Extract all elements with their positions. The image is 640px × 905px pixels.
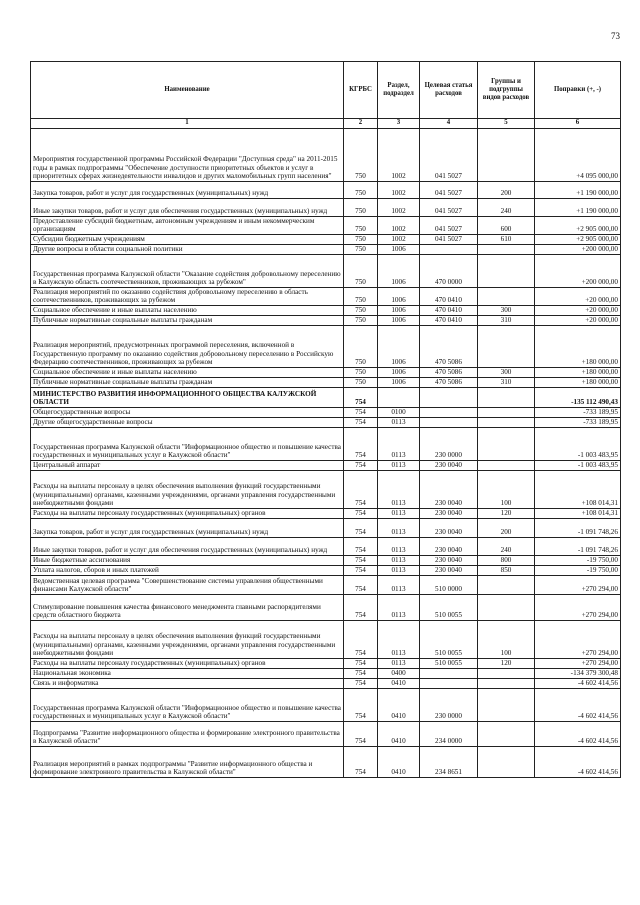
cell-section: 0113 — [378, 460, 420, 470]
cell-name: Иные бюджетные ассигнования — [31, 555, 344, 565]
cell-amount: -1 003 483,95 — [535, 460, 621, 470]
cell-kgrbs: 754 — [344, 387, 378, 407]
header-target: Целевая статья расходов — [420, 62, 478, 119]
table-row — [31, 315, 621, 325]
cell-amount: -19 750,00 — [535, 565, 621, 575]
cell-target: 234 8651 — [420, 746, 478, 777]
cell-kgrbs: 754 — [344, 427, 378, 460]
cell-name: Иные закупки товаров, работ и услуг для обеспечения государственных (муниципальных) нужд — [31, 537, 344, 555]
cell-name: Центральный аппарат — [31, 460, 344, 470]
cell-amount: +180 000,00 — [535, 377, 621, 387]
table-row — [31, 181, 621, 198]
cell-group: 200 — [478, 518, 535, 537]
cell-name: Другие общегосударственные вопросы — [31, 417, 344, 427]
cell-target: 041 5027 — [420, 234, 478, 244]
table-row — [31, 427, 621, 460]
cell-kgrbs: 754 — [344, 746, 378, 777]
cell-target: 041 5027 — [420, 198, 478, 216]
cell-name: Расходы на выплаты персоналу государственных (муниципальных) органов — [31, 658, 344, 668]
cell-section: 0113 — [378, 620, 420, 658]
table-row — [31, 688, 621, 721]
cell-amount: -4 602 414,56 — [535, 746, 621, 777]
cell-section: 0113 — [378, 427, 420, 460]
cell-section — [378, 387, 420, 407]
cell-target: 510 0055 — [420, 658, 478, 668]
table-row — [31, 746, 621, 777]
cell-amount: -4 602 414,56 — [535, 721, 621, 746]
header-section: Раздел, подраздел — [378, 62, 420, 119]
cell-section: 0113 — [378, 555, 420, 565]
cell-kgrbs: 750 — [344, 128, 378, 181]
cell-amount: +200 000,00 — [535, 254, 621, 287]
cell-group — [478, 287, 535, 305]
cell-group: 100 — [478, 470, 535, 508]
cell-amount: +180 000,00 — [535, 367, 621, 377]
header-kgrbs: КГРБС — [344, 62, 378, 119]
cell-amount: -135 112 490,43 — [535, 387, 621, 407]
cell-amount: +270 294,00 — [535, 658, 621, 668]
table-row — [31, 668, 621, 678]
cell-group — [478, 678, 535, 688]
cell-group — [478, 244, 535, 254]
cell-group: 120 — [478, 508, 535, 518]
table-row — [31, 678, 621, 688]
cell-name: Закупка товаров, работ и услуг для государственных (муниципальных) нужд — [31, 181, 344, 198]
cell-group: 240 — [478, 537, 535, 555]
cell-kgrbs: 754 — [344, 721, 378, 746]
cell-section: 1006 — [378, 305, 420, 315]
cell-section: 1006 — [378, 367, 420, 377]
cell-group — [478, 387, 535, 407]
cell-group: 610 — [478, 234, 535, 244]
table-row — [31, 216, 621, 234]
cell-name: Реализация мероприятий в рамках подпрограммы "Развитие информационного общества и формирование электронного правительства в Калужской области" — [31, 746, 344, 777]
table-row — [31, 518, 621, 537]
table-row — [31, 658, 621, 668]
cell-target: 041 5027 — [420, 181, 478, 198]
cell-name: Социальное обеспечение и иные выплаты населению — [31, 367, 344, 377]
table-row — [31, 377, 621, 387]
cell-section: 0113 — [378, 575, 420, 594]
table-row — [31, 565, 621, 575]
cell-group — [478, 325, 535, 367]
cell-target: 041 5027 — [420, 128, 478, 181]
cell-amount: +270 294,00 — [535, 575, 621, 594]
cell-amount: +20 000,00 — [535, 315, 621, 325]
cell-section: 0113 — [378, 658, 420, 668]
cell-target: 230 0040 — [420, 565, 478, 575]
cell-section: 0113 — [378, 417, 420, 427]
cell-section: 0113 — [378, 537, 420, 555]
cell-group: 120 — [478, 658, 535, 668]
cell-amount: +4 095 000,00 — [535, 128, 621, 181]
cell-group — [478, 254, 535, 287]
column-number: 6 — [535, 119, 621, 129]
cell-target: 230 0000 — [420, 427, 478, 460]
header-name: Наименование — [31, 62, 344, 119]
cell-name: Реализация мероприятий, предусмотренных программой переселения, включенной в Государственную программу по оказанию содействия добровольному переселению в Российскую Федерацию соотечественников, проживающих за рубежом — [31, 325, 344, 367]
column-number: 3 — [378, 119, 420, 129]
cell-name: Расходы на выплаты персоналу государственных (муниципальных) органов — [31, 508, 344, 518]
cell-group: 300 — [478, 305, 535, 315]
cell-amount: +20 000,00 — [535, 287, 621, 305]
cell-kgrbs: 750 — [344, 287, 378, 305]
header-group: Группы и подгруппы видов расходов — [478, 62, 535, 119]
cell-target — [420, 678, 478, 688]
table-row — [31, 555, 621, 565]
cell-target: 470 5086 — [420, 325, 478, 367]
cell-group — [478, 427, 535, 460]
cell-name: Государственная программа Калужской области "Оказание содействия добровольному переселению в Калужскую область соотечественников, проживающих за рубежом" — [31, 254, 344, 287]
cell-group: 240 — [478, 198, 535, 216]
table-row — [31, 470, 621, 508]
cell-name: Мероприятия государственной программы Российской Федерации "Доступная среда" на 2011-2015 годы в рамках подпрограммы "Обеспечение доступности приоритетных объектов и услуг в приоритетных сферах жизнедеятельности инвалидов и других маломобильных групп населения" — [31, 128, 344, 181]
cell-section: 0113 — [378, 508, 420, 518]
cell-amount: +1 190 000,00 — [535, 181, 621, 198]
cell-kgrbs: 754 — [344, 470, 378, 508]
cell-section: 0410 — [378, 721, 420, 746]
cell-name: Закупка товаров, работ и услуг для государственных (муниципальных) нужд — [31, 518, 344, 537]
cell-section: 0113 — [378, 565, 420, 575]
cell-group — [478, 668, 535, 678]
cell-amount: -134 379 300,48 — [535, 668, 621, 678]
cell-group: 100 — [478, 620, 535, 658]
cell-target: 510 0055 — [420, 594, 478, 620]
cell-target: 510 0055 — [420, 620, 478, 658]
cell-kgrbs: 754 — [344, 537, 378, 555]
cell-kgrbs: 750 — [344, 305, 378, 315]
cell-name: Уплата налогов, сборов и иных платежей — [31, 565, 344, 575]
cell-group — [478, 407, 535, 417]
table-row — [31, 508, 621, 518]
cell-amount: +108 014,31 — [535, 508, 621, 518]
cell-amount: +20 000,00 — [535, 305, 621, 315]
table-row — [31, 244, 621, 254]
cell-name: Ведомственная целевая программа "Совершенствование системы управления общественными финансами Калужской области" — [31, 575, 344, 594]
cell-target: 230 0040 — [420, 537, 478, 555]
cell-amount: -4 602 414,56 — [535, 678, 621, 688]
table-row — [31, 407, 621, 417]
cell-name: Иные закупки товаров, работ и услуг для обеспечения государственных (муниципальных) нужд — [31, 198, 344, 216]
cell-amount: +2 905 000,00 — [535, 216, 621, 234]
cell-kgrbs: 754 — [344, 688, 378, 721]
table-row — [31, 325, 621, 367]
cell-section: 1002 — [378, 216, 420, 234]
cell-name: Реализация мероприятий по оказанию содействия добровольному переселению в область соотечественников, проживающих за рубежом — [31, 287, 344, 305]
cell-name: Социальное обеспечение и иные выплаты населению — [31, 305, 344, 315]
cell-section: 0113 — [378, 470, 420, 508]
cell-target: 470 5086 — [420, 367, 478, 377]
cell-section: 0410 — [378, 746, 420, 777]
cell-name: Государственная программа Калужской области "Информационное общество и повышение качества государственных и муниципальных услуг в Калужской области" — [31, 427, 344, 460]
table-row — [31, 537, 621, 555]
cell-kgrbs: 750 — [344, 234, 378, 244]
table-row — [31, 128, 621, 181]
cell-section: 0100 — [378, 407, 420, 417]
table-row — [31, 460, 621, 470]
column-number: 2 — [344, 119, 378, 129]
cell-name: Расходы на выплаты персоналу в целях обеспечения выполнения функций государственными (муниципальными) органами, казенными учреждениями, органами управления государственными внебюджетными фондами — [31, 470, 344, 508]
cell-kgrbs: 754 — [344, 460, 378, 470]
cell-target — [420, 244, 478, 254]
cell-target: 230 0040 — [420, 508, 478, 518]
cell-group: 850 — [478, 565, 535, 575]
cell-section: 1006 — [378, 244, 420, 254]
cell-section: 1006 — [378, 325, 420, 367]
cell-kgrbs: 754 — [344, 668, 378, 678]
cell-name: Публичные нормативные социальные выплаты гражданам — [31, 315, 344, 325]
cell-target: 234 0000 — [420, 721, 478, 746]
cell-section: 1006 — [378, 287, 420, 305]
cell-amount: +2 905 000,00 — [535, 234, 621, 244]
cell-name: МИНИСТЕРСТВО РАЗВИТИЯ ИНФОРМАЦИОННОГО ОБЩЕСТВА КАЛУЖСКОЙ ОБЛАСТИ — [31, 387, 344, 407]
cell-name: Связь и информатика — [31, 678, 344, 688]
table-row — [31, 305, 621, 315]
cell-group: 310 — [478, 315, 535, 325]
cell-amount: -1 091 748,26 — [535, 537, 621, 555]
cell-group — [478, 575, 535, 594]
cell-group: 310 — [478, 377, 535, 387]
cell-group — [478, 721, 535, 746]
table-row — [31, 594, 621, 620]
cell-target: 470 0410 — [420, 315, 478, 325]
cell-target: 470 0410 — [420, 287, 478, 305]
cell-kgrbs: 750 — [344, 181, 378, 198]
cell-name: Публичные нормативные социальные выплаты гражданам — [31, 377, 344, 387]
cell-amount: -733 189,95 — [535, 417, 621, 427]
cell-group — [478, 128, 535, 181]
cell-group — [478, 688, 535, 721]
cell-group — [478, 594, 535, 620]
table-row — [31, 367, 621, 377]
cell-section: 1002 — [378, 128, 420, 181]
cell-kgrbs: 750 — [344, 254, 378, 287]
cell-kgrbs: 750 — [344, 198, 378, 216]
cell-name: Расходы на выплаты персоналу в целях обеспечения выполнения функций государственными (муниципальными) органами, казенными учреждениями, органами управления государственными внебюджетными фондами — [31, 620, 344, 658]
cell-amount: -19 750,00 — [535, 555, 621, 565]
cell-section: 0400 — [378, 668, 420, 678]
table-header-row — [31, 62, 621, 119]
cell-amount: +180 000,00 — [535, 325, 621, 367]
cell-amount: +200 000,00 — [535, 244, 621, 254]
table-row — [31, 620, 621, 658]
cell-name: Субсидии бюджетным учреждениям — [31, 234, 344, 244]
cell-section: 0410 — [378, 688, 420, 721]
cell-kgrbs: 754 — [344, 565, 378, 575]
cell-target: 230 0000 — [420, 688, 478, 721]
cell-group — [478, 746, 535, 777]
cell-section: 1006 — [378, 315, 420, 325]
cell-kgrbs: 754 — [344, 417, 378, 427]
cell-amount: -1 003 483,95 — [535, 427, 621, 460]
budget-table — [30, 61, 621, 778]
cell-kgrbs: 750 — [344, 244, 378, 254]
cell-section: 1002 — [378, 198, 420, 216]
cell-section: 0113 — [378, 518, 420, 537]
cell-target: 470 5086 — [420, 377, 478, 387]
page-number: 73 — [611, 31, 620, 41]
header-amount: Поправки (+, -) — [535, 62, 621, 119]
cell-kgrbs: 750 — [344, 367, 378, 377]
cell-group: 800 — [478, 555, 535, 565]
cell-target — [420, 417, 478, 427]
cell-section: 0113 — [378, 594, 420, 620]
cell-amount: -1 091 748,26 — [535, 518, 621, 537]
cell-amount: +108 014,31 — [535, 470, 621, 508]
cell-kgrbs: 750 — [344, 216, 378, 234]
cell-group: 200 — [478, 181, 535, 198]
cell-amount: +270 294,00 — [535, 594, 621, 620]
column-number: 1 — [31, 119, 344, 129]
cell-kgrbs: 754 — [344, 518, 378, 537]
cell-section: 1002 — [378, 234, 420, 244]
table-row — [31, 198, 621, 216]
cell-name: Государственная программа Калужской области "Информационное общество и повышение качества государственных и муниципальных услуг в Калужской области" — [31, 688, 344, 721]
cell-group — [478, 417, 535, 427]
cell-group — [478, 460, 535, 470]
cell-target: 470 0000 — [420, 254, 478, 287]
cell-amount: -4 602 414,56 — [535, 688, 621, 721]
cell-target: 230 0040 — [420, 460, 478, 470]
cell-kgrbs: 754 — [344, 594, 378, 620]
cell-name: Национальная экономика — [31, 668, 344, 678]
cell-group: 300 — [478, 367, 535, 377]
cell-kgrbs: 754 — [344, 658, 378, 668]
cell-name: Стимулирование повышения качества финансового менеджмента главными распорядителями средств областного бюджета — [31, 594, 344, 620]
cell-kgrbs: 754 — [344, 508, 378, 518]
cell-target: 470 0410 — [420, 305, 478, 315]
cell-kgrbs: 754 — [344, 678, 378, 688]
column-number-row — [31, 119, 621, 129]
cell-name: Предоставление субсидий бюджетным, автономным учреждениям и иным некоммерческим организациям — [31, 216, 344, 234]
cell-kgrbs: 750 — [344, 315, 378, 325]
table-row — [31, 575, 621, 594]
column-number: 4 — [420, 119, 478, 129]
table-row — [31, 254, 621, 287]
cell-section: 1002 — [378, 181, 420, 198]
table-row — [31, 417, 621, 427]
column-number: 5 — [478, 119, 535, 129]
cell-kgrbs: 750 — [344, 325, 378, 367]
cell-target: 510 0000 — [420, 575, 478, 594]
cell-group: 600 — [478, 216, 535, 234]
cell-kgrbs: 754 — [344, 555, 378, 565]
cell-target — [420, 407, 478, 417]
cell-target: 230 0040 — [420, 518, 478, 537]
cell-amount: -733 189,95 — [535, 407, 621, 417]
cell-name: Общегосударственные вопросы — [31, 407, 344, 417]
cell-kgrbs: 750 — [344, 377, 378, 387]
cell-target: 230 0040 — [420, 555, 478, 565]
cell-section: 1006 — [378, 254, 420, 287]
table-row — [31, 387, 621, 407]
cell-target — [420, 387, 478, 407]
cell-kgrbs: 754 — [344, 575, 378, 594]
cell-name: Подпрограмма "Развитие информационного общества и формирование электронного правительства в Калужской области" — [31, 721, 344, 746]
cell-section: 0410 — [378, 678, 420, 688]
cell-target — [420, 668, 478, 678]
table-row — [31, 287, 621, 305]
cell-kgrbs: 754 — [344, 407, 378, 417]
cell-amount: +1 190 000,00 — [535, 198, 621, 216]
cell-target: 041 5027 — [420, 216, 478, 234]
table-row — [31, 234, 621, 244]
cell-name: Другие вопросы в области социальной политики — [31, 244, 344, 254]
cell-section: 1006 — [378, 377, 420, 387]
cell-target: 230 0040 — [420, 470, 478, 508]
cell-kgrbs: 754 — [344, 620, 378, 658]
table-row — [31, 721, 621, 746]
cell-amount: +270 294,00 — [535, 620, 621, 658]
